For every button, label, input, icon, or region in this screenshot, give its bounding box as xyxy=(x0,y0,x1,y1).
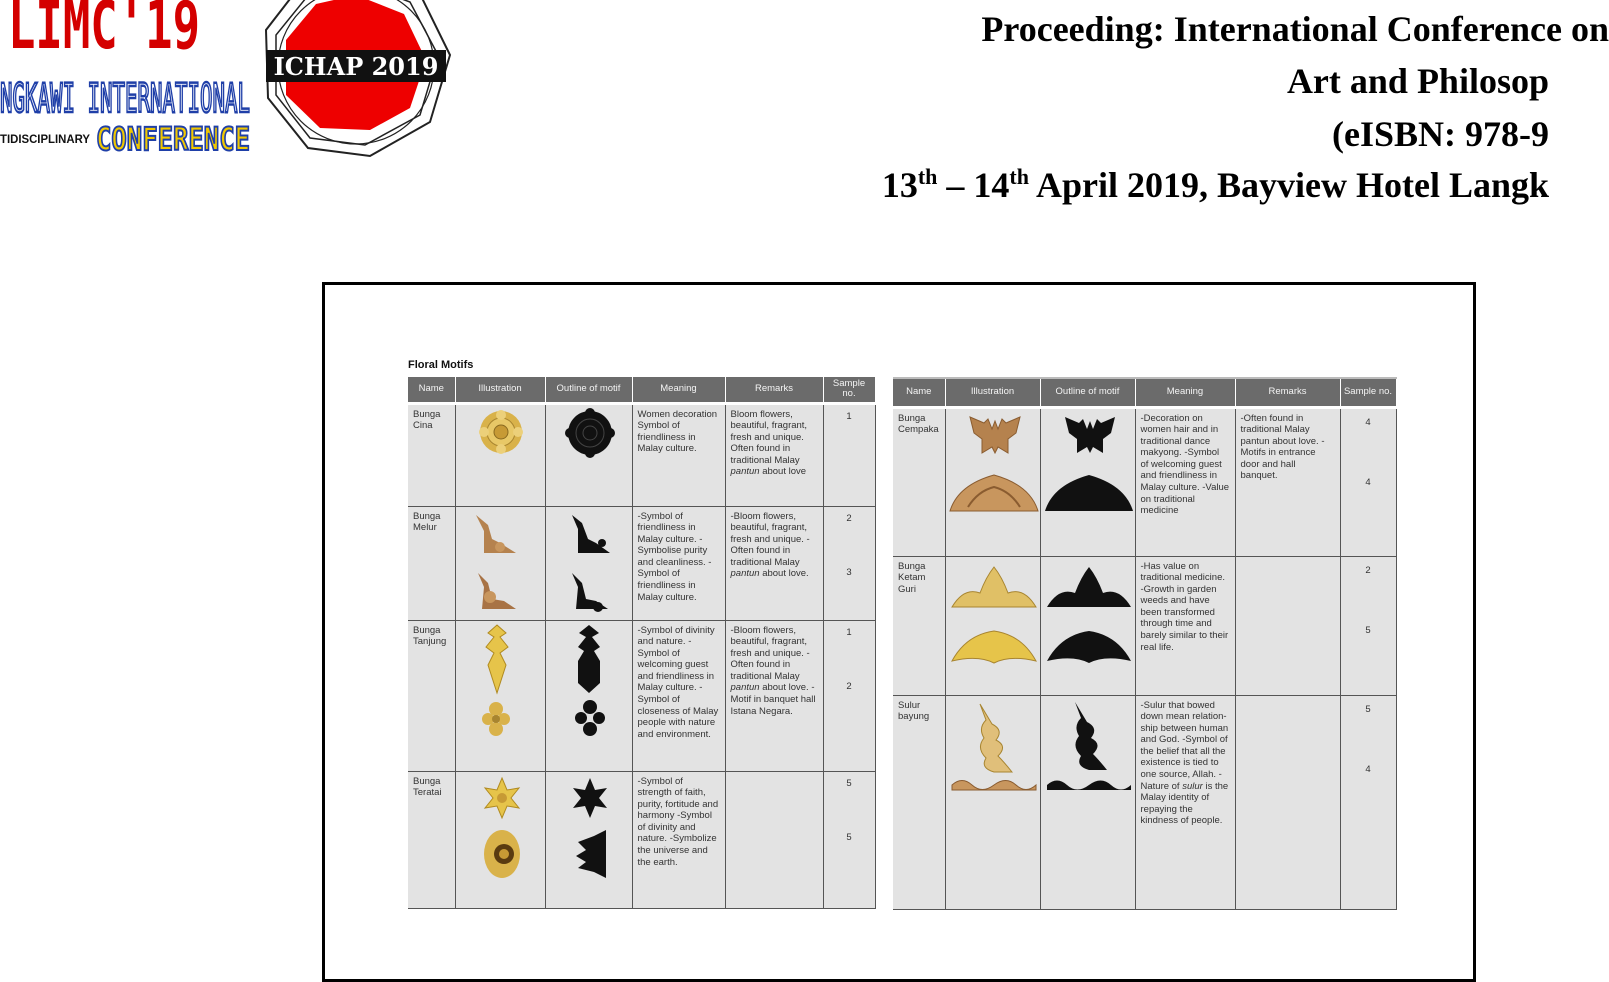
col-header-sample: Sample no. xyxy=(823,377,875,403)
col-header-sample: Sample no. xyxy=(1340,378,1396,407)
motif-outline xyxy=(1040,407,1135,556)
motif-remarks: -Bloom flowers, beautiful, fragrant, fresh and unique. -Often found in traditional Malay pantun about love. -Motif in banquet hall Istana Negara. xyxy=(725,620,823,771)
table-row xyxy=(408,506,875,620)
bunga-melur-outline-top xyxy=(568,513,614,559)
motif-illustration xyxy=(455,620,545,771)
motif-name: Bunga Melur xyxy=(408,506,455,620)
motif-illustration xyxy=(945,556,1040,695)
motif-sample: 5 4 xyxy=(1340,695,1396,909)
bunga-teratai-illustration-top xyxy=(484,778,520,818)
ichap-logo xyxy=(260,0,452,160)
table-row xyxy=(893,556,1396,695)
motif-sample: 1 xyxy=(823,403,875,506)
motif-illustration xyxy=(945,695,1040,909)
motif-illustration xyxy=(455,771,545,908)
eisbn-line: (eISBN: 978-9 xyxy=(1332,114,1549,154)
bunga-ketam-guri-illustration-top xyxy=(950,565,1038,611)
motif-meaning: -Sulur that bowed down mean relation-ship between human and God. -Symbol of the belief that all the existence is tied to one source, Allah. -Nature of sulur is the Malay identity of repaying the kindness of people. xyxy=(1135,695,1235,909)
motif-outline xyxy=(545,771,632,908)
bunga-cempaka-outline-bottom xyxy=(1043,471,1135,513)
col-header-meaning: Meaning xyxy=(1135,378,1235,407)
motif-outline xyxy=(545,620,632,771)
floral-motifs-table-left xyxy=(408,377,876,909)
bunga-cina-illustration-image xyxy=(478,409,524,455)
sulur-bayung-outline-top xyxy=(1069,700,1109,772)
col-header-meaning: Meaning xyxy=(632,377,725,403)
col-header-illustration: Illustration xyxy=(945,378,1040,407)
limc-logo-title: LIMC'19 xyxy=(8,0,200,64)
limc-logo-subtitle: NGKAWI INTERNATIONAL xyxy=(0,76,250,122)
motif-meaning: -Symbol of divinity and nature. -Symbol of welcoming guest and friendliness in Malay culture. -Symbol of closeness of Malay people with nature and environment. xyxy=(632,620,725,771)
table-row xyxy=(893,407,1396,556)
motif-outline xyxy=(545,506,632,620)
motif-illustration xyxy=(455,403,545,506)
motif-meaning: Women decoration Symbol of friendliness in Malay culture. xyxy=(632,403,725,506)
limc-logo xyxy=(0,0,255,160)
motif-remarks xyxy=(725,771,823,908)
motif-sample: 5 5 xyxy=(823,771,875,908)
bunga-tanjung-outline-bottom xyxy=(576,699,604,737)
bunga-tanjung-illustration-bottom xyxy=(482,701,510,737)
motif-outline xyxy=(1040,695,1135,909)
col-header-name: Name xyxy=(893,378,945,407)
col-header-outline: Outline of motif xyxy=(1040,378,1135,407)
limc-logo-conference: CONFERENCE xyxy=(96,120,250,158)
table-row xyxy=(893,695,1396,909)
bunga-teratai-illustration-bottom xyxy=(482,828,522,880)
table-row xyxy=(408,403,875,506)
bunga-tanjung-illustration-top xyxy=(482,625,512,693)
figure-title: Floral Motifs xyxy=(408,359,474,371)
bunga-melur-outline-bottom xyxy=(568,571,612,613)
bunga-cempaka-outline-top xyxy=(1063,415,1117,455)
motif-name: Bunga Tanjung xyxy=(408,620,455,771)
bunga-melur-illustration-top xyxy=(472,513,520,559)
motif-remarks: -Bloom flowers, beautiful, fragrant, fresh and unique. -Often found in traditional Malay pantun about love. xyxy=(725,506,823,620)
motif-meaning: -Symbol of strength of faith, purity, fortitude and harmony -Symbol of divinity and nature. -Symbolize the universe and the earth. xyxy=(632,771,725,908)
limc-logo-tagline: TIDISCIPLINARY xyxy=(0,132,90,146)
motif-illustration xyxy=(945,407,1040,556)
floral-motifs-table-right xyxy=(893,377,1397,910)
motif-remarks: Bloom flowers, beautiful, fragrant, fresh and unique. Often found in traditional Malay pantun about love xyxy=(725,403,823,506)
table-row xyxy=(408,771,875,908)
bunga-teratai-outline-top xyxy=(572,778,608,818)
sulur-bayung-illustration-bottom xyxy=(950,776,1038,794)
motif-meaning: -Decoration on women hair and in traditional dance makyong. -Symbol of welcoming guest and friendliness in Malay culture. -Value on traditional medicine xyxy=(1135,407,1235,556)
motif-outline xyxy=(1040,556,1135,695)
motif-sample: 4 4 xyxy=(1340,407,1396,556)
ichap-logo-label: ICHAP 2019 xyxy=(273,52,439,81)
motif-name: Bunga Cina xyxy=(408,403,455,506)
motif-illustration xyxy=(455,506,545,620)
conference-date: 13th – 14th April 2019, Bayview Hotel Langk xyxy=(881,164,1549,205)
bunga-ketam-guri-outline-bottom xyxy=(1045,627,1133,665)
motif-name: Bunga Ketam Guri xyxy=(893,556,945,695)
motif-remarks: -Often found in traditional Malay pantun about love. -Motifs in entrance door and hall banquet. xyxy=(1235,407,1340,556)
col-header-remarks: Remarks xyxy=(725,377,823,403)
motif-name: Bunga Teratai xyxy=(408,771,455,908)
col-header-outline: Outline of motif xyxy=(545,377,632,403)
sulur-bayung-outline-bottom xyxy=(1045,776,1133,794)
bunga-tanjung-outline-top xyxy=(574,625,604,693)
conference-subtitle: Art and Philosop xyxy=(1286,61,1549,101)
motif-meaning: -Has value on traditional medicine. -Growth in garden weeds and have been transformed through time and barely similar to their real life. xyxy=(1135,556,1235,695)
motif-sample: 2 5 xyxy=(1340,556,1396,695)
bunga-cempaka-illustration-top xyxy=(968,415,1022,455)
motif-remarks xyxy=(1235,695,1340,909)
bunga-ketam-guri-outline-top xyxy=(1045,565,1133,611)
motif-name: Bunga Cempaka xyxy=(893,407,945,556)
motif-sample: 2 3 xyxy=(823,506,875,620)
col-header-remarks: Remarks xyxy=(1235,378,1340,407)
proceeding-title: Proceeding: International Conference on xyxy=(981,9,1609,49)
sulur-bayung-illustration-top xyxy=(974,702,1014,774)
motif-remarks xyxy=(1235,556,1340,695)
bunga-cempaka-illustration-bottom xyxy=(948,471,1040,513)
table-row xyxy=(408,620,875,771)
col-header-illustration: Illustration xyxy=(455,377,545,403)
bunga-teratai-outline-bottom xyxy=(574,828,608,880)
bunga-melur-illustration-bottom xyxy=(474,571,520,613)
motif-sample: 1 2 xyxy=(823,620,875,771)
motif-outline xyxy=(545,403,632,506)
motif-name: Sulur bayung xyxy=(893,695,945,909)
bunga-ketam-guri-illustration-bottom xyxy=(950,627,1038,665)
motif-meaning: -Symbol of friendliness in Malay culture. -Symbolise purity and cleanliness. -Symbol of friendliness in Malay culture. xyxy=(632,506,725,620)
col-header-name: Name xyxy=(408,377,455,403)
bunga-cina-outline-image xyxy=(566,409,614,457)
